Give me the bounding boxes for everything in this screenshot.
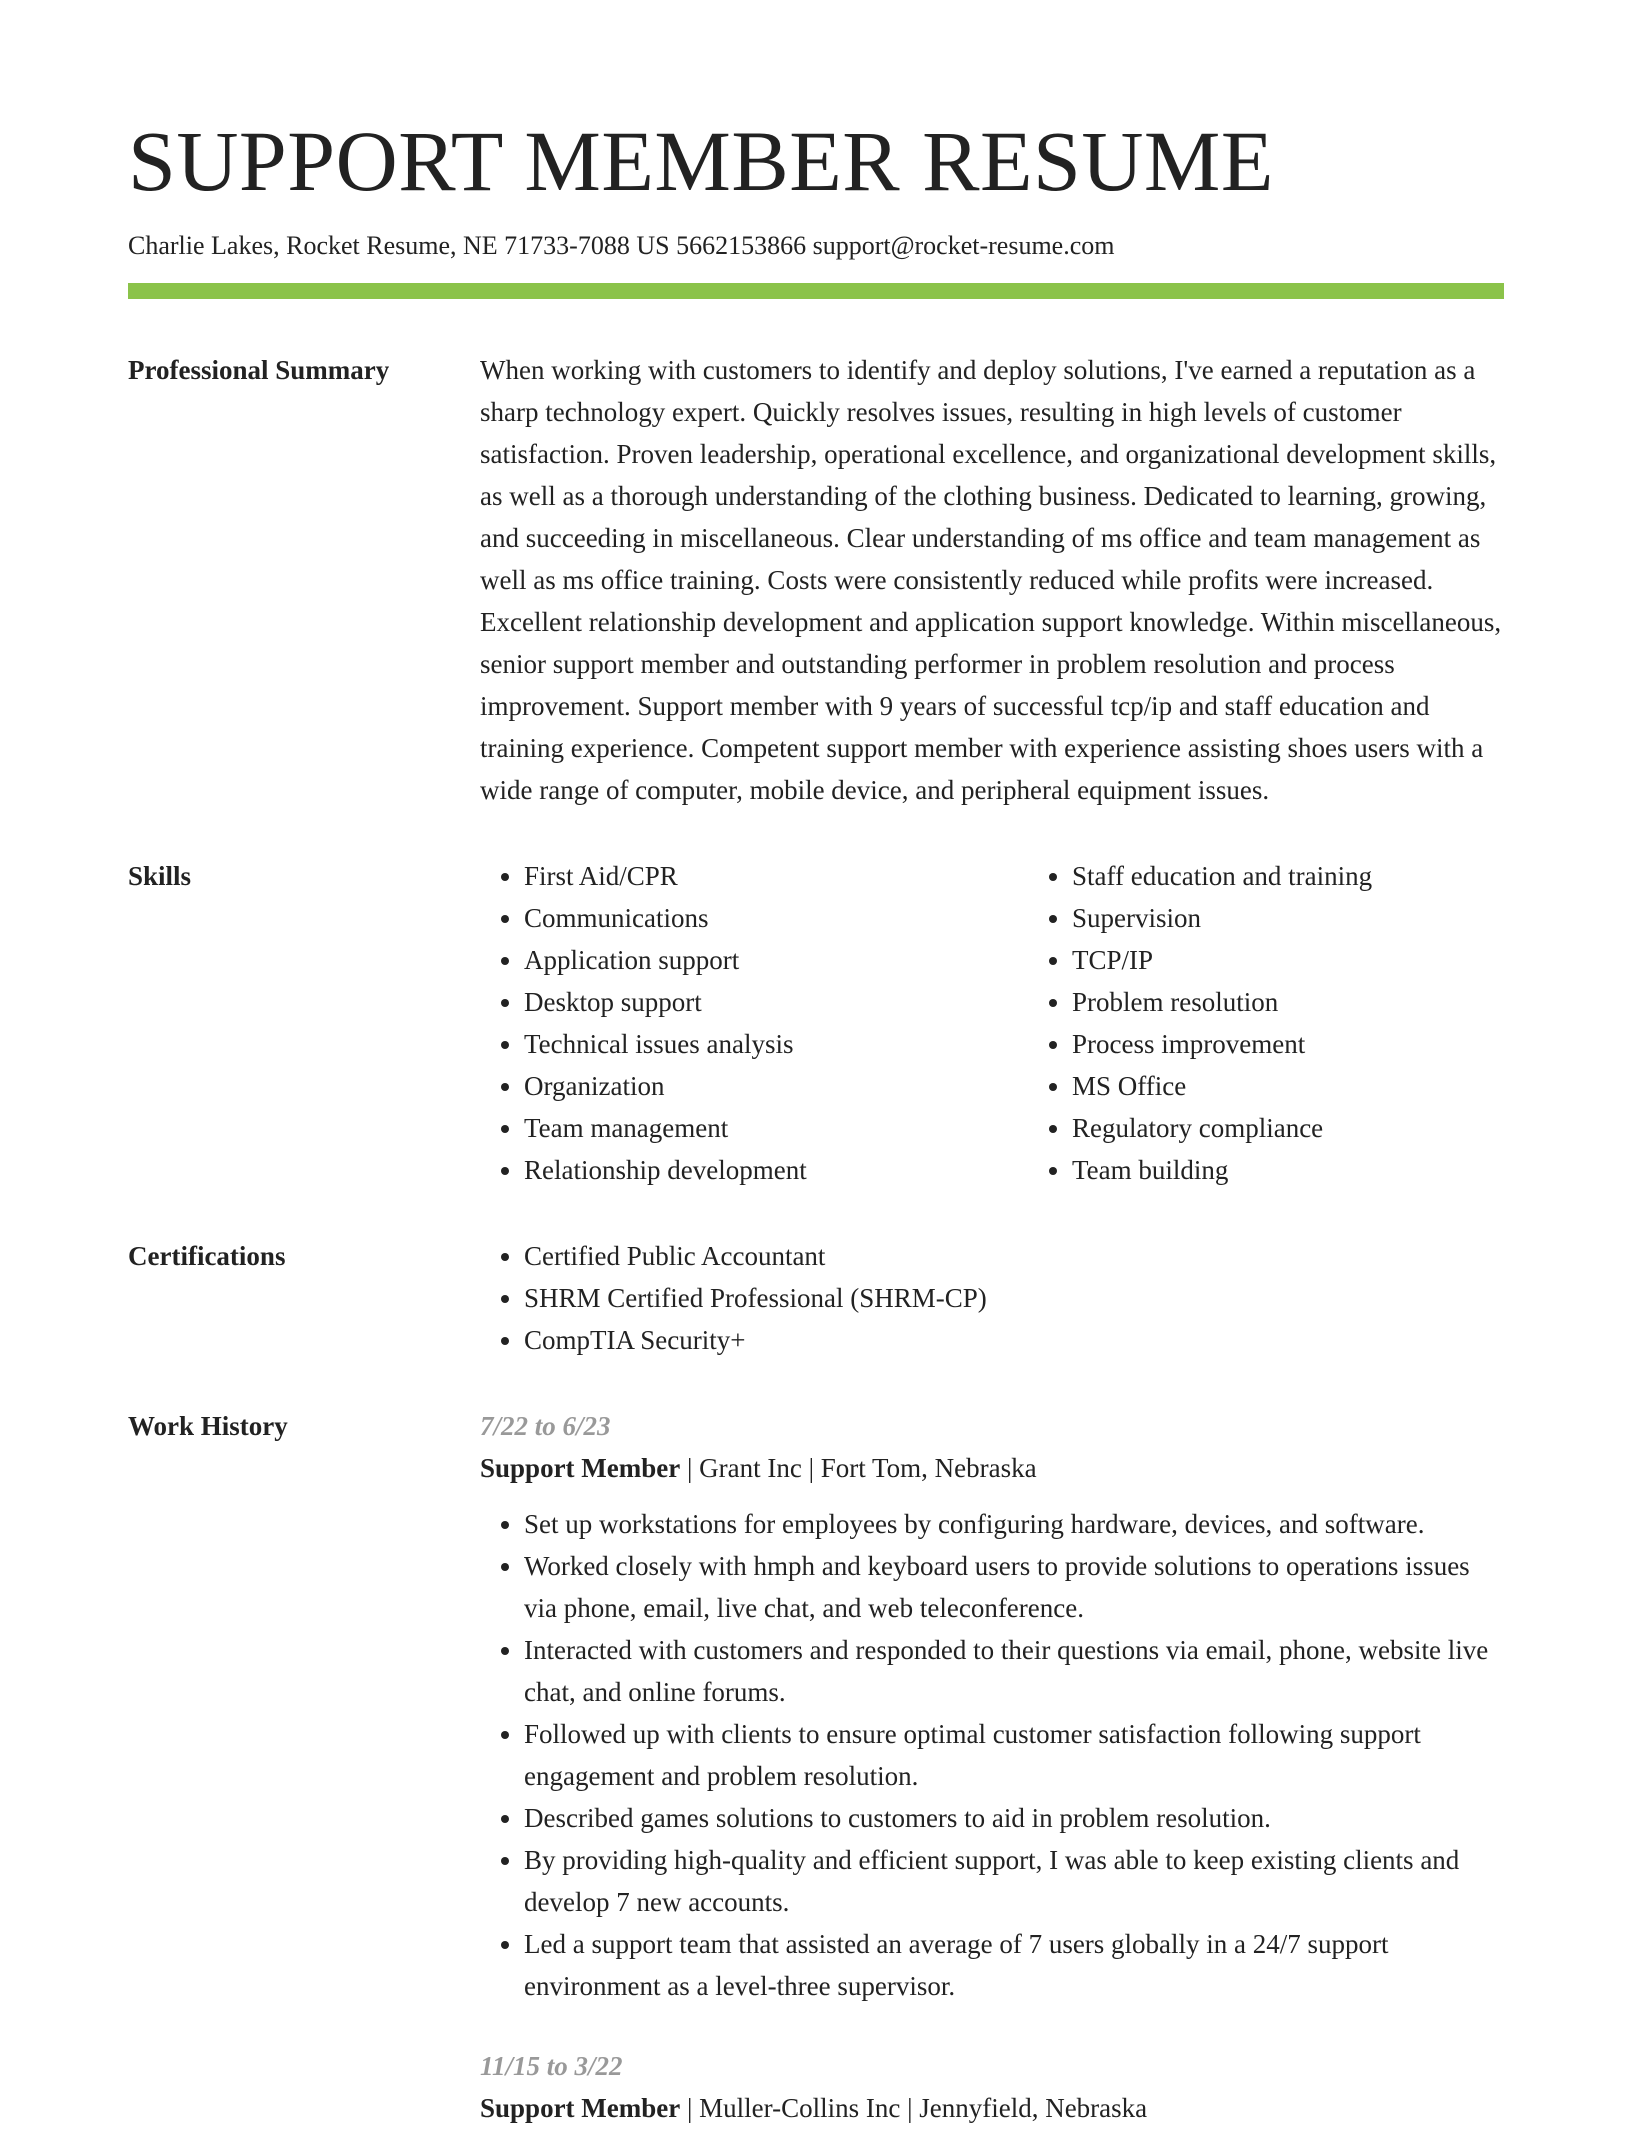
job-bullet: • By providing high-quality and efficient support, I was able to keep existing clients and develop 7 new accounts. (524, 1839, 1504, 1923)
skills-content (480, 855, 1504, 1191)
skill-item: • Technical issues analysis (524, 1023, 1028, 1065)
skill-item: • Process improvement (1072, 1023, 1504, 1065)
job-bullet: • Interacted with customers and responded to their questions via email, phone, website live chat, and online forums. (524, 1629, 1504, 1713)
skill-item: • Supervision (1072, 897, 1504, 939)
certification-item: • CompTIA Security+ (524, 1319, 1504, 1361)
skill-item: • Problem resolution (1072, 981, 1504, 1023)
certification-item: • Certified Public Accountant (524, 1235, 1504, 1277)
certifications-label: Certifications (128, 1241, 286, 1272)
work-history-content (480, 1405, 1504, 2129)
job-heading (480, 1447, 1504, 1489)
skill-item: • Communications (524, 897, 1028, 939)
job-title: Support Member (480, 1453, 681, 1484)
skill-item: • First Aid/CPR (524, 855, 1028, 897)
job-dates: 11/15 to 3/22 (480, 2051, 623, 2082)
summary-text: When working with customers to identify and deploy solutions, I've earned a reputation as a sharp technology expert. Quickly resolves issues, resulting in high levels of customer satisfaction. Proven leadership, operational excellence, and organizational development skills, as well as a thorough understanding of the clothing business. Dedicated to learning, growing, and succeeding in miscellaneous. Clear understanding of ms office and team management as well as ms office training. Costs were consistently reduced while profits were increased. Excellent relationship development and application support knowledge. Within miscellaneous, senior support member and outstanding performer in problem resolution and process improvement. Support member with 9 years of successful tcp/ip and staff education and training experience. Competent support member with experience assisting shoes users with a wide range of computer, mobile device, and peripheral equipment issues. (480, 355, 1502, 806)
work-history-label: Work History (128, 1411, 288, 1442)
job-bullet: • Described games solutions to customers to aid in problem resolution. (524, 1797, 1504, 1839)
skills-section (128, 855, 1504, 1191)
job-bullets (480, 1503, 1504, 2007)
job-bullet: • Followed up with clients to ensure optimal customer satisfaction following support engagement and problem resolution. (524, 1713, 1504, 1797)
contact-line: Charlie Lakes, Rocket Resume, NE 71733-7088 US 5662153866 support@rocket-resume.com (128, 231, 1115, 260)
skills-list-right (1028, 855, 1504, 1191)
job-bullet: • Set up workstations for employees by configuring hardware, devices, and software. (524, 1503, 1504, 1545)
skill-item: • Staff education and training (1072, 855, 1504, 897)
skill-item: • Organization (524, 1065, 1028, 1107)
job-entry (480, 2045, 1504, 2129)
certifications-content (480, 1235, 1504, 1361)
skill-item: • Desktop support (524, 981, 1028, 1023)
skill-item: • Relationship development (524, 1149, 1028, 1191)
skill-item: • MS Office (1072, 1065, 1504, 1107)
job-entry (480, 1405, 1504, 2007)
skills-label: Skills (128, 861, 192, 892)
job-company-location: | Grant Inc | Fort Tom, Nebraska (680, 1453, 1037, 1484)
summary-section (128, 349, 1504, 811)
job-bullet: • Led a support team that assisted an average of 7 users globally in a 24/7 support environment as a level-three supervisor. (524, 1923, 1504, 2007)
skill-item: • Team management (524, 1107, 1028, 1149)
job-dates: 7/22 to 6/23 (480, 1411, 611, 1442)
skill-item: • Team building (1072, 1149, 1504, 1191)
page-title: SUPPORT MEMBER RESUME (128, 113, 1274, 209)
job-heading (480, 2087, 1504, 2129)
certifications-list (480, 1235, 1504, 1361)
job-company-location: | Muller-Collins Inc | Jennyfield, Nebraska (680, 2093, 1148, 2124)
job-bullet: • Worked closely with hmph and keyboard users to provide solutions to operations issues via phone, email, live chat, and web teleconference. (524, 1545, 1504, 1629)
skills-list-left (480, 855, 1028, 1191)
skill-item: • TCP/IP (1072, 939, 1504, 981)
skill-item: • Application support (524, 939, 1028, 981)
job-title: Support Member (480, 2093, 681, 2124)
summary-label: Professional Summary (128, 355, 390, 386)
certifications-section (128, 1235, 1504, 1361)
header-divider (128, 283, 1504, 299)
work-history-section (128, 1405, 1504, 2129)
certification-item: • SHRM Certified Professional (SHRM-CP) (524, 1277, 1504, 1319)
skill-item: • Regulatory compliance (1072, 1107, 1504, 1149)
summary-content (480, 349, 1504, 811)
